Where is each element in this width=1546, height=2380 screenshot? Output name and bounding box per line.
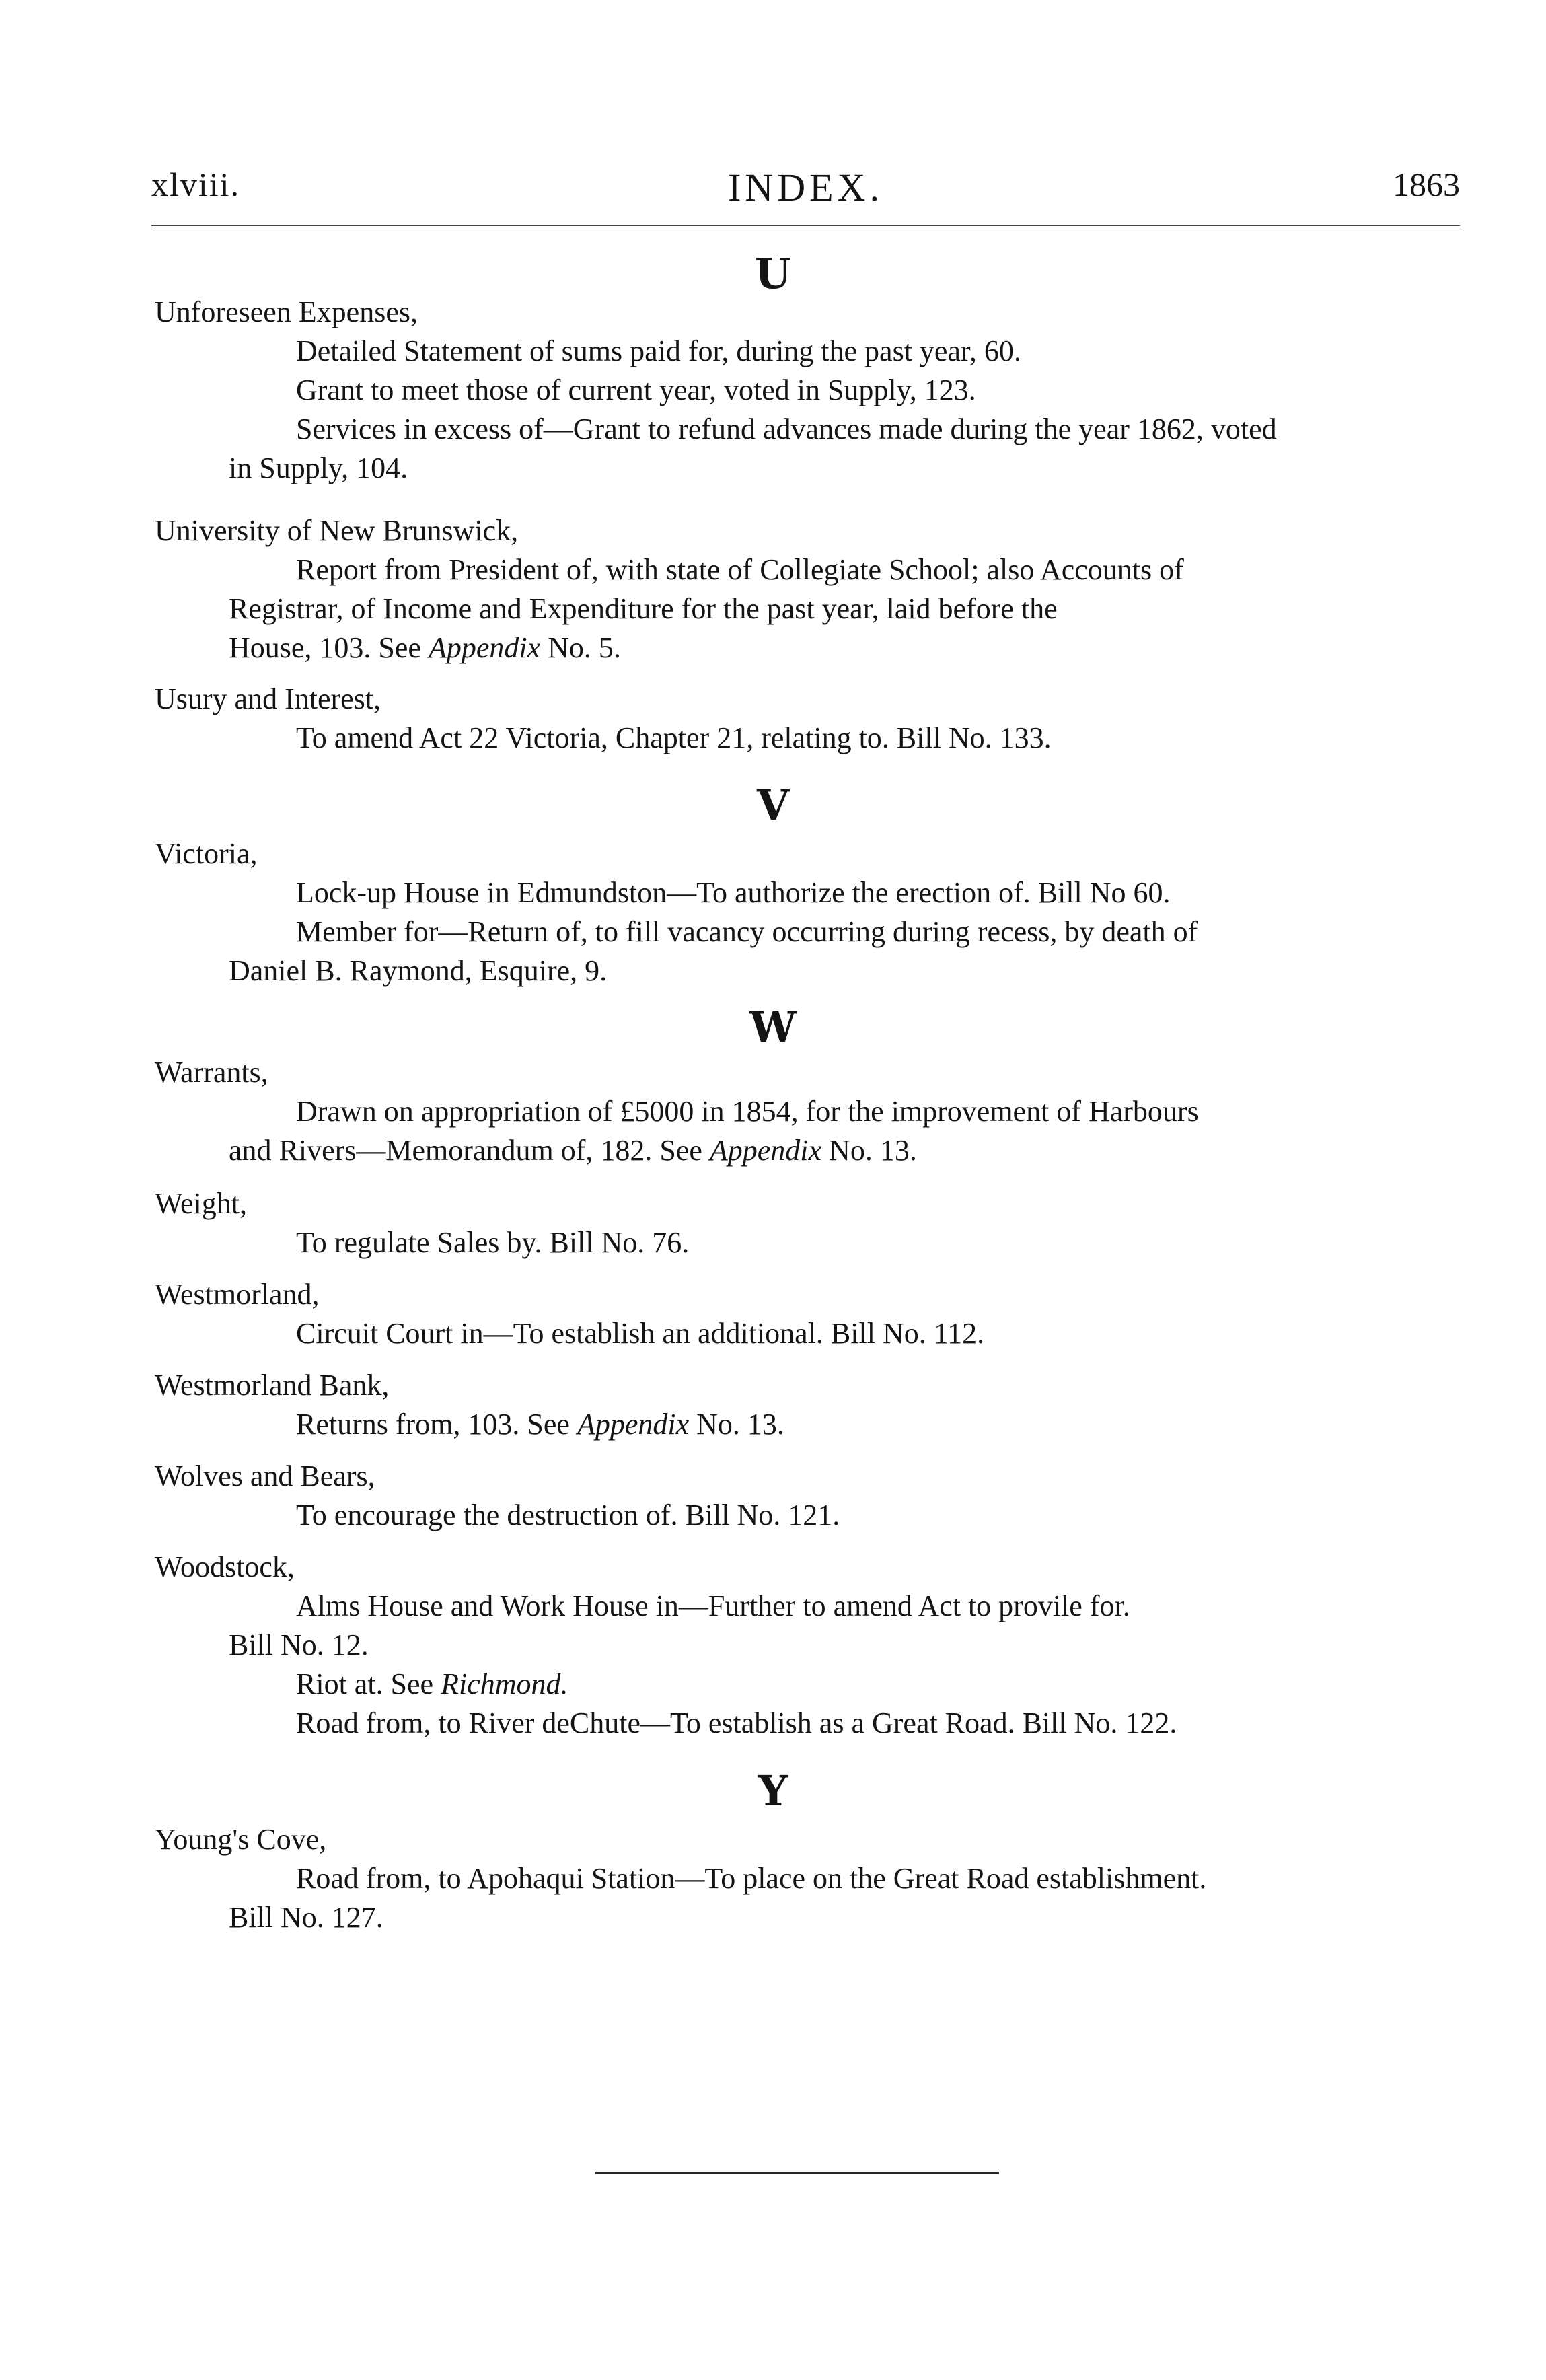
index-entry-victoria [155,834,1473,990]
entry-heading: Weight, [155,1187,247,1220]
entry-line [155,1405,1473,1444]
index-entry-wolves-bears [155,1457,1473,1535]
entry-line: To encourage the destruction of. Bill No. 121. [296,1499,840,1531]
entry-text: No. 13. [696,1408,784,1441]
entry-line [155,1665,1473,1704]
entry-heading: Usury and Interest, [155,682,381,715]
entry-line: Daniel B. Raymond, Esquire, 9. [229,954,608,987]
entry-line: Bill No. 12. [229,1628,369,1661]
entry-line: Road from, to Apohaqui Station—To place on the Great Road establishment. [296,1862,1207,1895]
entry-line: Circuit Court in—To establish an additional. Bill No. 112. [296,1317,985,1350]
index-entry-unforeseen-expenses [155,293,1473,488]
cross-ref: Richmond. [441,1667,568,1700]
closing-rule [595,2172,999,2174]
header-rule [151,225,1460,227]
entry-line: Registrar, of Income and Expenditure for the past year, laid before the [229,592,1058,625]
entry-text: House, 103. See [229,631,421,664]
appendix-ref: Appendix [577,1408,690,1441]
entry-heading: Unforeseen Expenses, [155,295,418,328]
entry-heading: Warrants, [155,1056,268,1089]
index-entry-youngs-cove [155,1820,1473,1937]
entry-heading: Victoria, [155,837,258,870]
entry-text: Returns from, 103. See [296,1408,570,1441]
entry-line: Bill No. 127. [229,1901,383,1934]
index-entry-woodstock [155,1548,1473,1743]
entry-line [155,1131,1473,1170]
entry-heading: Wolves and Bears, [155,1459,375,1492]
entry-heading: Westmorland, [155,1278,320,1311]
entry-line: Services in excess of—Grant to refund advances made during the year 1862, voted [296,412,1277,445]
section-letter-w: W [749,1003,797,1052]
entry-line: Alms House and Work House in—Further to amend Act to provile for. [296,1589,1130,1622]
page-year: 1863 [1393,166,1460,203]
index-entry-westmorland [155,1275,1473,1353]
entry-line: Report from President of, with state of Collegiate School; also Accounts of [296,553,1184,586]
entry-line: in Supply, 104. [229,452,408,484]
section-letter-v: V [756,781,790,830]
entry-line: Grant to meet those of current year, voted in Supply, 123. [296,373,976,406]
index-entry-usury [155,680,1473,758]
page-title: INDEX. [728,166,883,209]
page-number: xlviii. [151,166,241,203]
entry-heading: University of New Brunswick, [155,514,519,547]
entry-line: Lock-up House in Edmundston—To authorize the erection of. Bill No 60. [296,876,1171,909]
page-header [151,165,1460,212]
index-entry-university [155,511,1473,668]
appendix-ref: Appendix [709,1134,822,1167]
index-entry-westmorland-bank [155,1366,1473,1444]
entry-line: Road from, to River deChute—To establish as a Great Road. Bill No. 122. [296,1706,1177,1739]
entry-line: Member for—Return of, to fill vacancy occurring during recess, by death of [296,915,1198,948]
entry-line [155,628,1473,668]
entry-heading: Young's Cove, [155,1823,327,1856]
entry-text: No. 5. [548,631,621,664]
entry-text: Riot at. See [296,1667,434,1700]
entry-heading: Westmorland Bank, [155,1369,390,1402]
entry-heading: Woodstock, [155,1550,295,1583]
index-entry-weight [155,1184,1473,1262]
entry-line: To regulate Sales by. Bill No. 76. [296,1226,690,1259]
entry-line: To amend Act 22 Victoria, Chapter 21, relating to. Bill No. 133. [296,721,1052,754]
appendix-ref: Appendix [428,631,541,664]
entry-text: No. 13. [829,1134,917,1167]
index-entry-warrants [155,1053,1473,1170]
section-letter-u: U [754,249,792,298]
section-letter-y: Y [758,1766,788,1815]
entry-line: Drawn on appropriation of £5000 in 1854, for the improvement of Harbours [296,1095,1199,1128]
entry-line: Detailed Statement of sums paid for, during the past year, 60. [296,334,1021,367]
entry-text: and Rivers—Memorandum of, 182. See [229,1134,702,1167]
